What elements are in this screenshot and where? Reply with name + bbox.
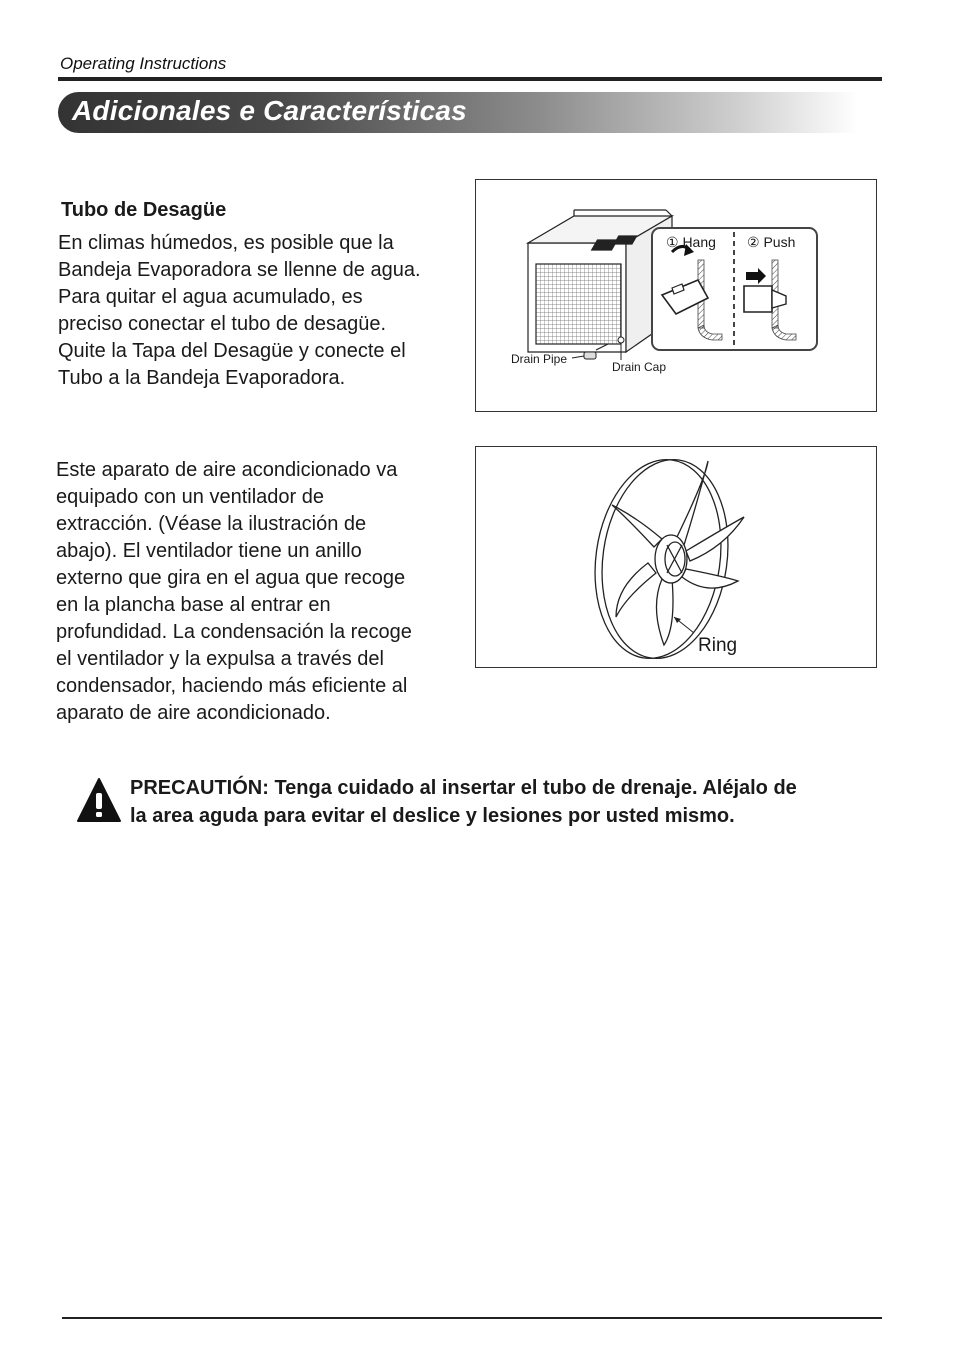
drain-line: Para quitar el agua acumulado, es [58, 286, 363, 308]
fan-line: profundidad. La condensación la recoge [56, 621, 412, 643]
drain-cap-marker [618, 337, 624, 343]
caution-line: la area aguda para evitar el deslice y lesiones por usted mismo. [130, 805, 735, 827]
fan-line: aparato de aire acondicionado. [56, 702, 331, 724]
footer-rule [62, 1317, 882, 1319]
drain-line: Quite la Tapa del Desagüe y conecte el [58, 340, 406, 362]
drain-line: preciso conectar el tubo de desagüe. [58, 313, 386, 335]
hang-label: ① Hang [666, 234, 716, 250]
caution-text [130, 774, 890, 830]
warning-icon [76, 776, 122, 824]
drain-pipe-small [584, 352, 596, 359]
fan-line: extracción. (Véase la ilustración de [56, 513, 367, 535]
drain-pipe-label: Drain Pipe [511, 352, 568, 366]
fan-line: equipado con un ventilador de [56, 486, 324, 508]
fan-line: en la plancha base al entrar en [56, 594, 331, 616]
section-title: Adicionales e Características [72, 95, 467, 126]
fan-paragraph [56, 457, 466, 727]
fan-line: abajo). El ventilador tiene un anillo [56, 540, 362, 562]
drain-heading: Tubo de Desagüe [61, 199, 227, 221]
caution-line: PRECAUTIÓN: Tenga cuidado al insertar el tubo de drenaje. Aléjalo de [130, 777, 797, 799]
drain-paragraph [58, 230, 468, 392]
drain-figure [475, 179, 877, 412]
drain-cap-label: Drain Cap [612, 360, 667, 374]
fan-line: externo que gira en el agua que recoge [56, 567, 406, 589]
running-header: Operating Instructions [60, 54, 227, 73]
ring-label: Ring [698, 635, 738, 656]
section-title-band [58, 92, 858, 133]
drain-line: En climas húmedos, es posible que la [58, 232, 394, 254]
fan-line: el ventilador y la expulsa a través del [56, 648, 384, 670]
push-label: ② Push [747, 234, 796, 250]
fan-line: condensador, haciendo más eficiente al [56, 675, 408, 697]
air-conditioner-illustration [528, 210, 672, 352]
fan-line: Este aparato de aire acondicionado va [56, 459, 398, 481]
drain-line: Tubo a la Bandeja Evaporadora. [58, 367, 346, 389]
fan-illustration [476, 447, 876, 667]
fan-figure [475, 446, 877, 668]
header-rule [58, 77, 882, 81]
drain-illustration [476, 180, 876, 411]
drain-line: Bandeja Evaporadora se llenne de agua. [58, 259, 421, 281]
